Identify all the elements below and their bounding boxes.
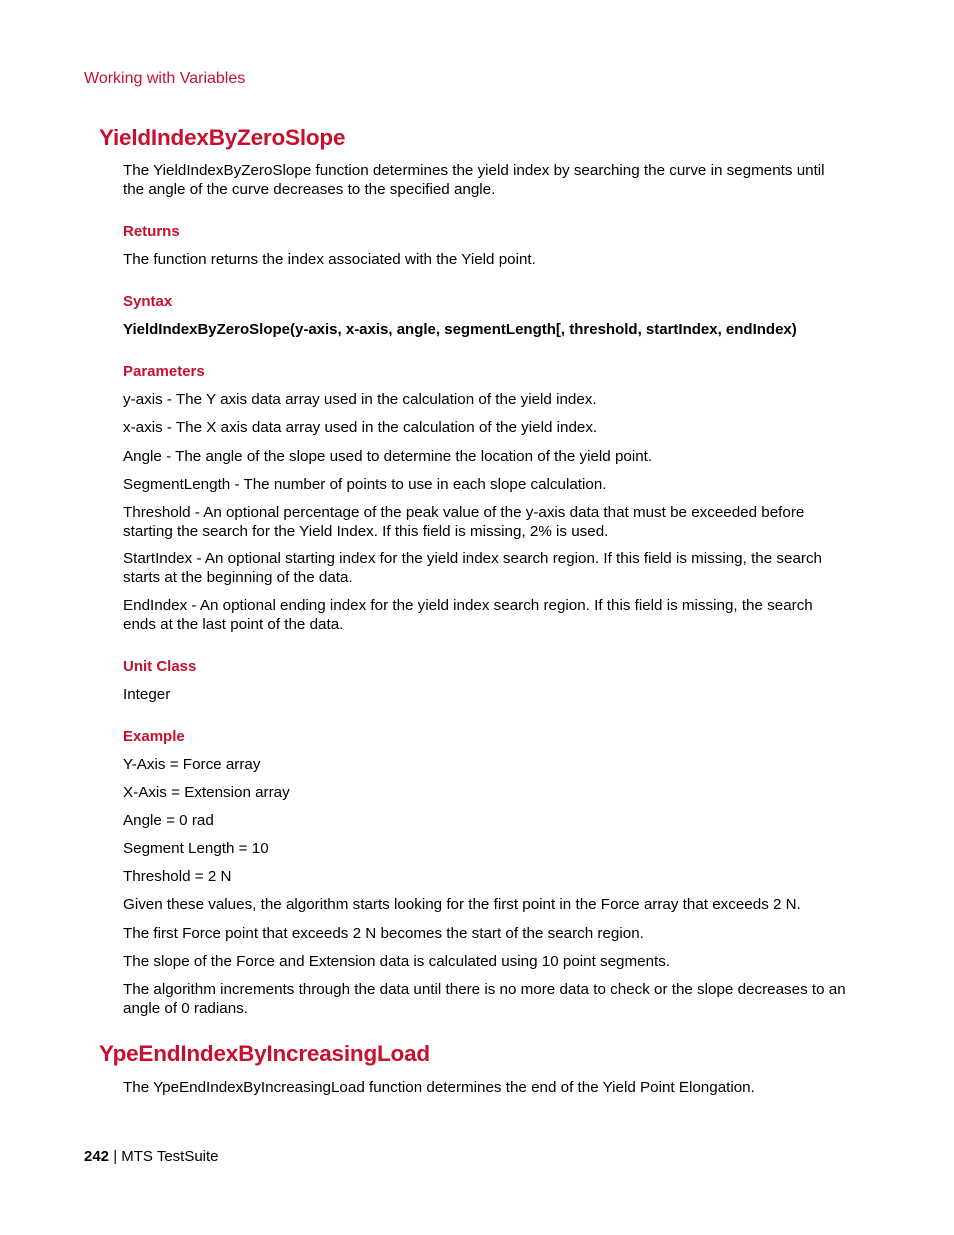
parameter-item: y-axis - The Y axis data array used in the calculation of the yield index. xyxy=(123,391,597,408)
parameter-item: Angle - The angle of the slope used to determine the location of the yield point. xyxy=(123,448,653,465)
parameter-item: x-axis - The X axis data array used in the calculation of the yield index. xyxy=(123,419,598,436)
parameters-heading: Parameters xyxy=(123,363,205,380)
example-heading: Example xyxy=(123,728,185,745)
breadcrumb: Working with Variables xyxy=(84,70,246,87)
example-line: Given these values, the algorithm starts looking for the first point in the Force array that exceeds 2 N. xyxy=(123,896,801,913)
returns-text: The function returns the index associated with the Yield point. xyxy=(123,251,536,268)
section-title-ypeendindexbyincreasingload: YpeEndIndexByIncreasingLoad xyxy=(99,1041,430,1066)
unit-class-text: Integer xyxy=(123,686,171,703)
example-line: The algorithm increments through the data until there is no more data to check or the slope decreases to an angle of 0 radians. xyxy=(123,981,846,1017)
section-intro: The YpeEndIndexByIncreasingLoad function determines the end of the Yield Point Elongation. xyxy=(123,1079,755,1096)
parameter-item: EndIndex - An optional ending index for the yield index search region. If this field is missing, the search ends at the last point of the data. xyxy=(123,597,813,633)
syntax-text: YieldIndexByZeroSlope(y-axis, x-axis, angle, segmentLength[, threshold, startIndex, endIndex) xyxy=(123,321,797,338)
example-line: Threshold = 2 N xyxy=(123,868,232,885)
section-intro: The YieldIndexByZeroSlope function determines the yield index by searching the curve in segments until the angle of the curve decreases to the specified angle. xyxy=(123,162,825,198)
example-line: The first Force point that exceeds 2 N becomes the start of the search region. xyxy=(123,925,644,942)
parameter-item: SegmentLength - The number of points to use in each slope calculation. xyxy=(123,476,607,493)
example-line: Segment Length = 10 xyxy=(123,840,269,857)
product-name: MTS TestSuite xyxy=(121,1148,219,1165)
parameter-item: StartIndex - An optional starting index for the yield index search region. If this field is missing, the search starts at the beginning of the data. xyxy=(123,550,822,586)
page-number: 242 xyxy=(84,1148,110,1165)
example-line: X-Axis = Extension array xyxy=(123,784,290,801)
footer-separator: | xyxy=(109,1148,122,1165)
returns-heading: Returns xyxy=(123,223,180,240)
parameter-item: Threshold - An optional percentage of the peak value of the y-axis data that must be exceeded before starting the search for the Yield Index. If this field is missing, 2% is used. xyxy=(123,504,805,540)
syntax-heading: Syntax xyxy=(123,293,173,310)
example-line: Y-Axis = Force array xyxy=(123,756,261,773)
page-footer xyxy=(84,1148,219,1165)
unit-class-heading: Unit Class xyxy=(123,658,197,675)
section-title-yieldindexbyzeroslope: YieldIndexByZeroSlope xyxy=(99,125,346,150)
example-line: The slope of the Force and Extension data is calculated using 10 point segments. xyxy=(123,953,671,970)
example-line: Angle = 0 rad xyxy=(123,812,214,829)
